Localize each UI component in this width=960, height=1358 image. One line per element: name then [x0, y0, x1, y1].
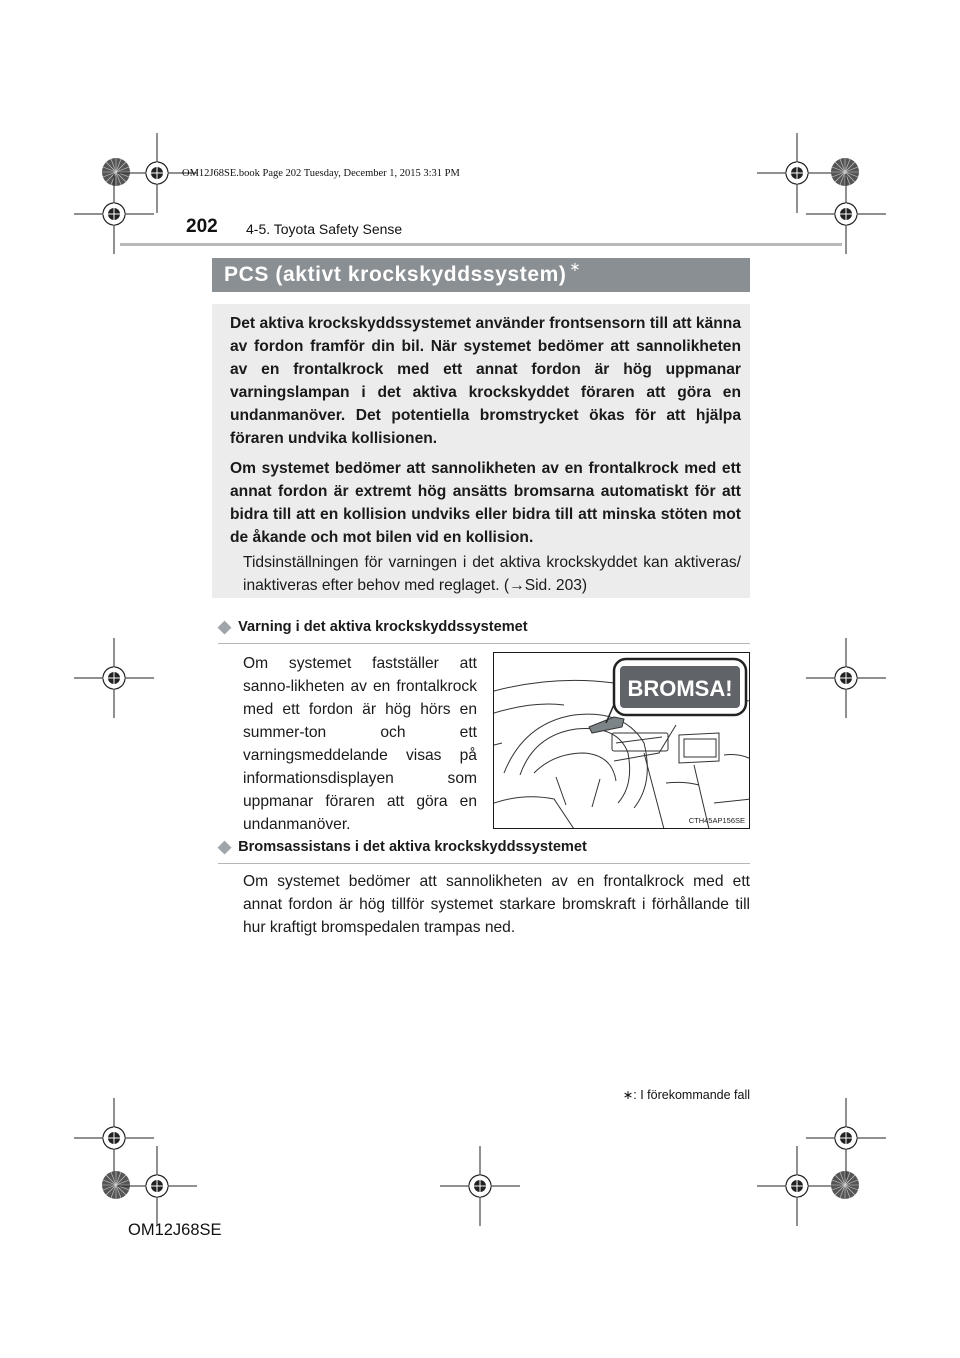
section-heading-warning-text: Varning i det aktiva krockskyddssystemet [238, 619, 528, 635]
figure-code: CTH45AP156SE [688, 816, 745, 825]
bromsa-display-text: BROMSA! [627, 676, 733, 701]
section-warning-body: Om systemet fastställer att sanno-likheten av en frontalkrock med ett fordon är hög hörs en summer-ton och ett varningsmeddelande visas på informationsdisplayen som uppmanar föraren att göra en undanmanöver. [243, 655, 477, 833]
header-rule [120, 243, 842, 246]
diamond-bullet-icon: ◆ [218, 837, 232, 856]
crop-mark-bottom-left-register [117, 1146, 197, 1226]
crop-mark-right-middle [806, 638, 886, 718]
dashboard-illustration [493, 652, 750, 829]
section-brake-assist-body: Om systemet bedömer att sannolikheten av en frontalkrock med ett annat fordon är hög tillför systemet starkare bromskraft i förhållande till hur kraftigt bromspedalen trampas ned. [243, 873, 750, 936]
footer-code: OM12J68SE [128, 1221, 222, 1239]
diamond-bullet-icon: ◆ [218, 617, 232, 636]
page-title: PCS (aktivt krockskyddssystem) [224, 263, 567, 286]
print-book-line: OM12J68SE.book Page 202 Tuesday, December 1, 2015 3:31 PM [182, 168, 460, 179]
footnote-asterisk: ∗ [622, 1088, 634, 1102]
intro-paragraph-2: Om systemet bedömer att sannolikheten av en frontalkrock med ett annat fordon är extremt hög ansätts bromsarna automatiskt för att bidra till att en kollision undviks eller bidra till att minska stöten mot de åkande och mot bilen vid en kollision. [230, 460, 741, 546]
section-heading-brake-assist [218, 837, 750, 864]
intro-note: Tidsinställningen för varningen i det aktiva krockskyddet kan aktiveras/ inaktiveras efter behov med reglaget. (→Sid. 203) [243, 554, 741, 594]
intro-box [212, 304, 750, 598]
footnote [623, 1087, 750, 1102]
crop-mark-left-middle [74, 638, 154, 718]
title-asterisk: ∗ [569, 259, 581, 274]
section-heading-brake-assist-text: Bromsassistans i det aktiva krockskyddssystemet [238, 839, 587, 855]
page-number: 202 [186, 216, 218, 237]
crop-mark-bottom-right-outer [806, 1098, 886, 1178]
title-bar [212, 258, 750, 292]
dashboard-drawing [494, 653, 750, 829]
crop-mark-top-left-outer [74, 174, 154, 254]
crop-mark-bottom-center [440, 1146, 520, 1226]
crop-mark-top-right-outer [806, 174, 886, 254]
section-heading-warning [218, 617, 750, 644]
section-title: 4-5. Toyota Safety Sense [246, 221, 403, 237]
intro-paragraph-1: Det aktiva krockskyddssystemet använder frontsensorn till att känna av fordon framför din bil. När systemet bedömer att sannolikheten av en frontalkrock med ett annat fordon är hög uppmanar varningslampan i det aktiva krockskyddet föraren att göra en undanmanöver. Det potentiella bromstrycket ökas för att hjälpa föraren undvika kollisionen. [230, 315, 741, 447]
footnote-text: : I förekommande fall [633, 1088, 750, 1102]
